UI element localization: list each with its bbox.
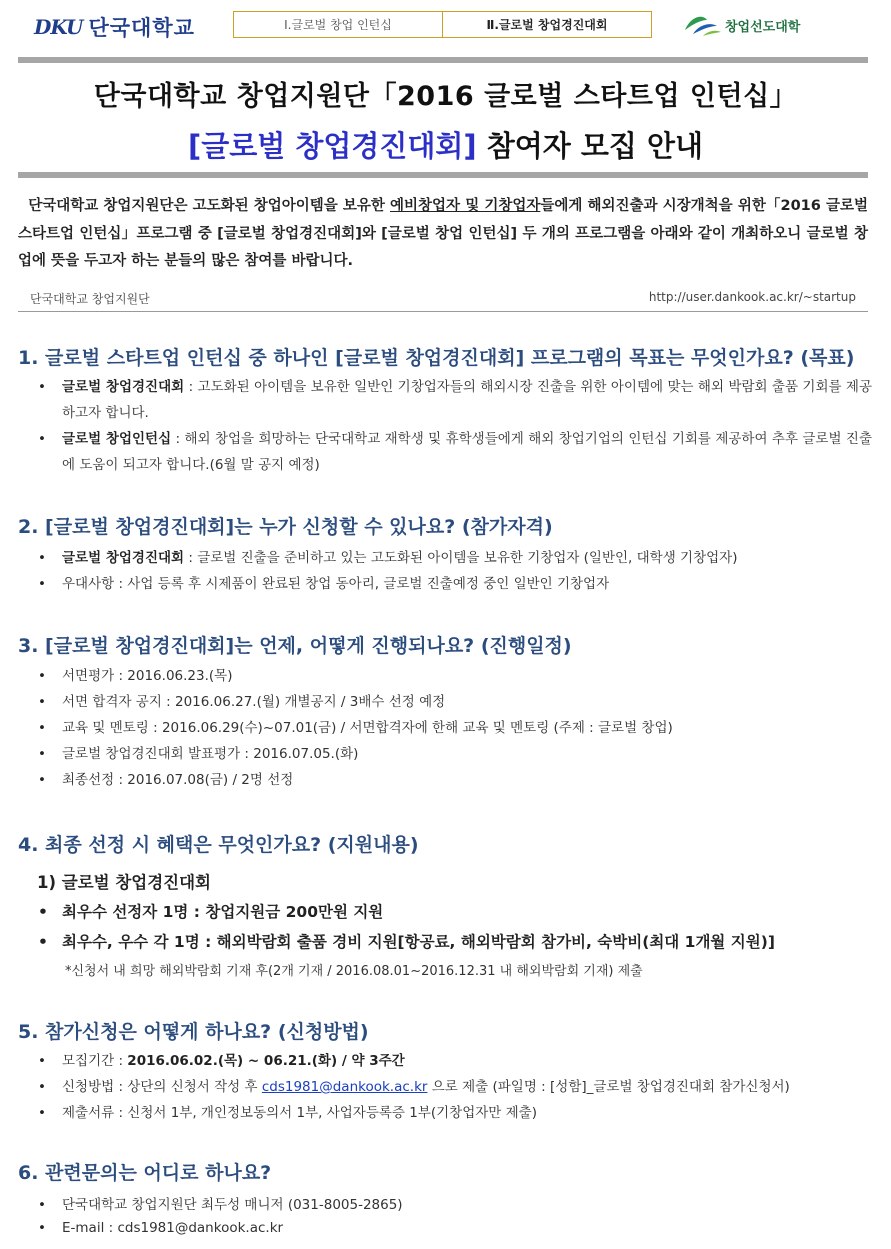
method-prefix: 신청방법 : 상단의 신청서 작성 후 [62,1079,262,1095]
signature: 단국대학교 창업지원단 [30,292,150,306]
title-top-rule [18,57,868,63]
section-4-subtitle: 1) 글로벌 창업경진대회 [37,873,211,892]
dankook-logo [34,12,195,42]
intro-part2: 들에게 해외진출과 시장개척을 위한「2016 글로벌 스타트업 인턴십」프로그램 중 [글로벌 창업경진대회]와 [글로벌 창업 인턴십] 두 개의 프로그램을 아래와 같이 개최하오니 글로벌 창업에 뜻을 두고자 하는 분들의 많은 참여를 바랍니다. [18,198,868,269]
subtitle-rest: 참여자 모집 안내 [476,129,704,163]
title-bottom-rule [18,172,868,178]
intro-paragraph [18,193,868,276]
list-item [36,1074,872,1100]
signature-divider [18,311,868,312]
item-text: : 고도화된 아이템을 보유한 일반인 기창업자들의 해외시장 진출을 위한 아이템에 맞는 해외 박람회 출품 기회를 제공하고자 합니다. [62,379,872,421]
intro-underlined: 예비창업자 및 기창업자 [390,198,541,214]
item-label: 글로벌 창업경진대회 [62,379,185,395]
list-item: • 단국대학교 창업지원단 최두성 매니저 (031-8005-2865) [36,1194,872,1217]
list-item [36,374,872,426]
tab-global-competition[interactable]: Ⅱ.글로벌 창업경진대회 [442,12,651,37]
list-item: • 글로벌 창업경진대회 발표평가 : 2016.07.05.(화) [36,741,872,767]
list-item [36,1048,872,1074]
list-item: • 제출서류 : 신청서 1부, 개인정보동의서 1부, 사업자등록증 1부(기창업자만 제출) [36,1100,872,1126]
list-item: • 서면 합격자 공지 : 2016.06.27.(월) 개별공지 / 3배수 선정 예정 [36,689,872,715]
list-item: • 최우수 선정자 1명 : 창업지원금 200만원 지원 [36,897,872,927]
item-label: 글로벌 창업인턴십 [62,431,172,447]
period-value: 2016.06.02.(목) ~ 06.21.(화) / 약 3주간 [127,1053,405,1069]
section-1-list [36,374,872,478]
list-item [36,571,872,597]
list-item: • 최종선정 : 2016.07.08(금) / 2명 선정 [36,767,872,793]
startup-leading-university-text: 창업선도대학 [725,19,801,35]
list-item [36,545,872,571]
item-label: 글로벌 창업경진대회 [62,550,185,566]
section-6-title: 6. 관련문의는 어디로 하나요? [18,1162,272,1184]
section-3-list [36,663,872,793]
subtitle-highlight: [글로벌 창업경진대회] [187,129,477,163]
page-title: 단국대학교 창업지원단「2016 글로벌 스타트업 인턴십」 [93,81,798,112]
list-item: • 최우수, 우수 각 1명 : 해외박람회 출품 경비 지원[항공료, 해외박람회 참가비, 숙박비(최대 1개월 지원)] [36,927,872,957]
list-item: • 교육 및 멘토링 : 2016.06.29(수)~07.01(금) / 서면합격자에 한해 교육 및 멘토링 (주제 : 글로벌 창업) [36,715,872,741]
item-text: : 해외 창업을 희망하는 단국대학교 재학생 및 휴학생들에게 해외 창업기업의 인턴십 기회를 제공하여 추후 글로벌 진출에 도움이 되고자 합니다.(6월 말 공지 예정) [62,431,872,473]
website-url[interactable]: http://user.dankook.ac.kr/~startup [648,290,856,304]
page-subtitle [0,124,891,165]
leaf-logo-icon [683,12,723,38]
section-4-list [36,897,872,957]
section-3-title: 3. [글로벌 창업경진대회]는 언제, 어떻게 진행되나요? (진행일정) [18,635,572,657]
item-text: : 글로벌 진출을 준비하고 있는 고도화된 아이템을 보유한 기창업자 (일반인, 대학생 기창업자) [184,550,738,566]
section-2-list [36,545,872,597]
period-label: 모집기간 : [62,1053,128,1069]
list-item: • E-mail : cds1981@dankook.ac.kr [36,1217,872,1240]
list-item [36,426,872,478]
section-5-title: 5. 참가신청은 어떻게 하나요? (신청방법) [18,1021,369,1043]
program-tabs [233,11,652,38]
item-text: 우대사항 : 사업 등록 후 시제품이 완료된 창업 동아리, 글로벌 진출예정 중인 일반인 기창업자 [62,576,610,592]
section-4-note: *신청서 내 희망 해외박람회 기재 후(2개 기재 / 2016.08.01~2016.12.31 내 해외박람회 기재) 제출 [65,964,643,979]
list-item: • 서면평가 : 2016.06.23.(목) [36,663,872,689]
submission-email-link[interactable]: cds1981@dankook.ac.kr [261,1079,428,1095]
signature-row [18,290,868,307]
tab-global-internship[interactable]: Ⅰ.글로벌 창업 인턴십 [284,18,392,32]
university-name: 단국대학교 [88,16,195,40]
section-4-title: 4. 최종 선정 시 혜택은 무엇인가요? (지원내용) [18,834,419,856]
page-header [0,0,891,50]
section-5-list [36,1048,872,1126]
dku-logo-mark: DKU [34,15,83,39]
method-suffix: 으로 제출 (파일명 : [성함]_글로벌 창업경진대회 참가신청서) [427,1079,790,1095]
intro-part1: 단국대학교 창업지원단은 고도화된 창업아이템을 보유한 [28,198,391,214]
section-2-title: 2. [글로벌 창업경진대회]는 누가 신청할 수 있나요? (참가자격) [18,516,553,538]
section-1-title: 1. 글로벌 스타트업 인턴십 중 하나인 [글로벌 창업경진대회] 프로그램의 목표는 무엇인가요? (목표) [18,347,855,369]
section-6-list [36,1194,872,1240]
startup-leading-university-logo [683,12,800,38]
